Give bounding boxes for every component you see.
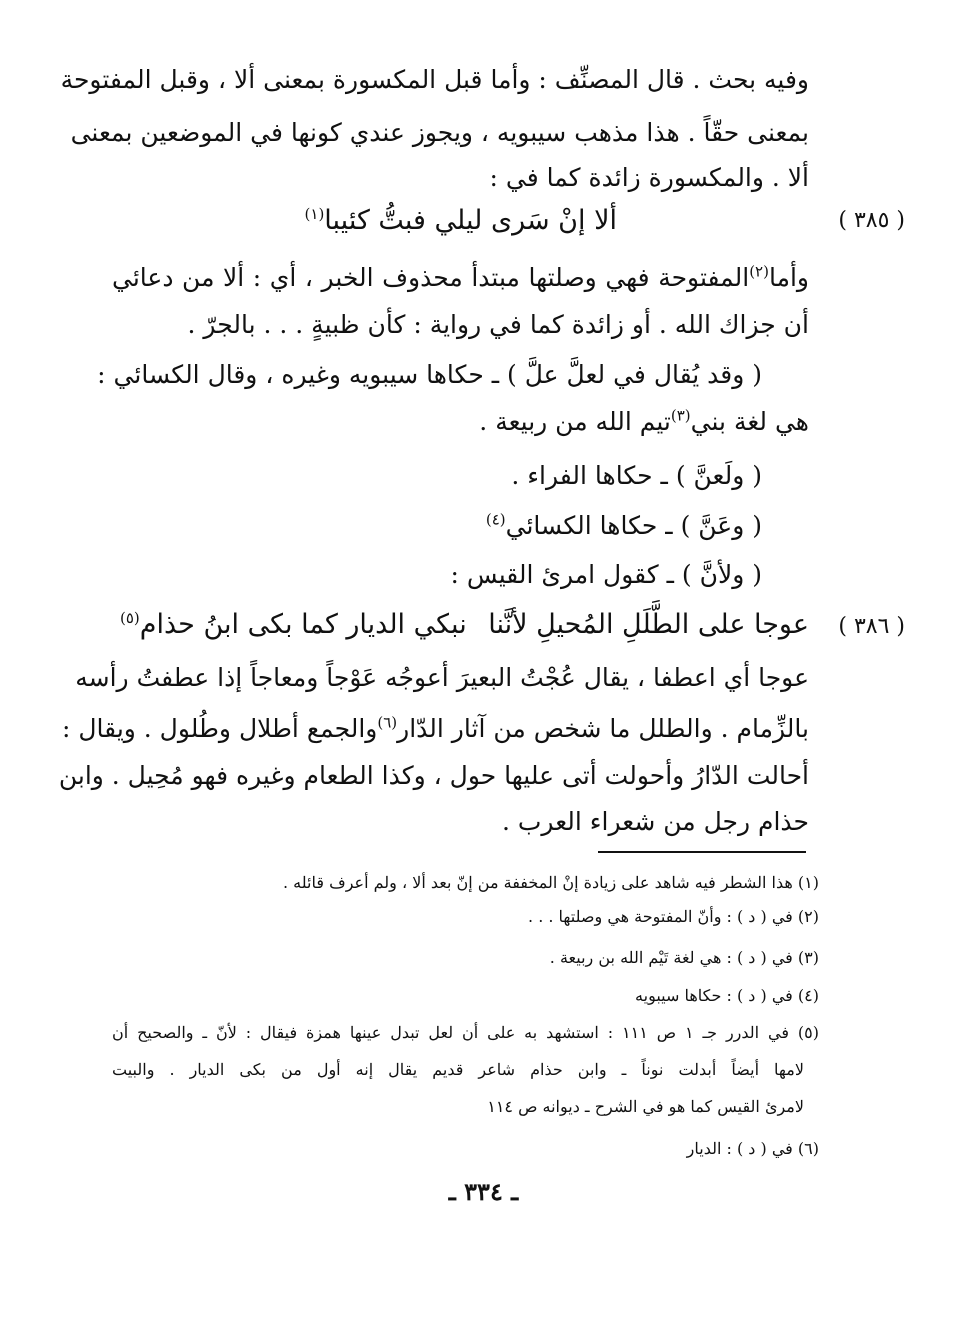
text-line: ( ولأنَّ ) ـ كقول امرئ القيس : — [450, 560, 762, 589]
text-segment: ( وعَنَّ ) ـ حكاها الكسائي — [505, 511, 762, 540]
page-number: ـ ٣٣٤ ـ — [448, 1177, 519, 1206]
text-line — [112, 406, 809, 438]
text-line: ( وقد يُقال في لعلَّ علَّ ) ـ حكاها سيبويه وغيره ، وقال الكسائي : — [97, 360, 762, 389]
footnote-ref: (٤) — [485, 510, 506, 529]
footnote: (٦) في ( د ) : الديار — [686, 1139, 819, 1158]
verse-text: ألا إنْ سَرى ليلي فبتُّ كئيبا — [324, 205, 617, 236]
footnote-ref: (٥) — [120, 609, 140, 627]
verse-hemistich-left — [120, 608, 467, 642]
text-segment: هي لغة بني — [690, 407, 809, 436]
text-line: عوجا أي اعطفا ، يقال عُجْتُ البعيرَ أعوجُه عَوْجاً ومعاجاً إذا عطفتُ رأسه — [75, 663, 809, 692]
footnote-ref: (٢) — [749, 262, 769, 281]
text-line: ألا . والمكسورة زائدة كما في : — [489, 163, 809, 192]
text-line: أن جزاك الله . أو زائدة كما في رواية : كأن ظبيةٍ . . . بالجرّ . — [187, 310, 809, 339]
footnote: (٥) في الدرر جـ ١ ص ١١١ : استشهد به على أن لعل تبدل عينها همزة فيقال : لأنّ ـ والصحيح أن — [112, 1023, 820, 1042]
text-segment: المفتوحة فهي وصلتها مبتدأ محذوف الخبر ، أي : ألا من دعائي — [112, 263, 750, 292]
footnote-continuation: لامها أيضاً أبدلت نوناً ـ وابن حذام شاعر قديم يقال إنه أول من بكى الديار . والبيت — [112, 1060, 804, 1079]
text-segment: بالزِّمام . والطلل ما شخص من آثار الدّار — [397, 714, 809, 743]
text-line — [112, 262, 809, 294]
footnote-divider — [598, 851, 806, 853]
text-line — [62, 713, 809, 745]
text-line: بمعنى حقّاً . هذا مذهب سيبويه ، ويجوز عندي كونها في الموضعين بمعنى — [70, 118, 809, 147]
verse-line — [230, 204, 617, 238]
footnote: (١) هذا الشطر فيه شاهد على زيادة إنْ المخففة من إنّ بعد ألا ، ولم أعرف قائله . — [283, 873, 819, 892]
text-line: أحالت الدّارُ وأحولت أتى عليها حول ، وكذا الطعام وغيره فهو مُحِيل . وابن — [58, 761, 809, 790]
verse-number: ( ٣٨٥ ) — [838, 208, 905, 233]
footnote: (٤) في ( د ) : حكاها سيبويه — [635, 986, 819, 1005]
text-segment: تيم الله من ربيعة . — [479, 407, 671, 436]
footnote-continuation: لامرئ القيس كما هو في الشرح ـ ديوانه ص ١١٤ — [487, 1097, 804, 1116]
text-segment: وأما — [768, 263, 809, 292]
footnote-ref: (٣) — [670, 406, 691, 425]
footnote-ref: (١) — [304, 205, 325, 223]
footnote: (٢) في ( د ) : وأنّ المفتوحة هي وصلتها . . . — [528, 907, 819, 926]
text-line: حذام رجل من شعراء العرب . — [501, 807, 809, 836]
verse-number: ( ٣٨٦ ) — [838, 614, 905, 639]
text-segment: والجمع أطلال وطُلول . ويقال : — [62, 714, 378, 743]
footnote: (٣) في ( د ) : هي لغة تَيْم الله بن ربيعة . — [549, 948, 819, 967]
footnote-ref: (٦) — [377, 713, 398, 732]
text-line: وفيه بحث . قال المصنِّف : وأما قبل المكسورة بمعنى ألا ، وقبل المفتوحة — [60, 65, 809, 94]
verse-text: نبكي الديار كما بكى ابنُ حذام — [139, 609, 467, 640]
verse-hemistich-right: عوجا على الطَّلَلِ المُحيلِ لأنَّنا — [488, 609, 809, 640]
text-line: ( ولَعنَّ ) ـ حكاها الفراء . — [511, 461, 762, 490]
text-line — [112, 510, 762, 542]
